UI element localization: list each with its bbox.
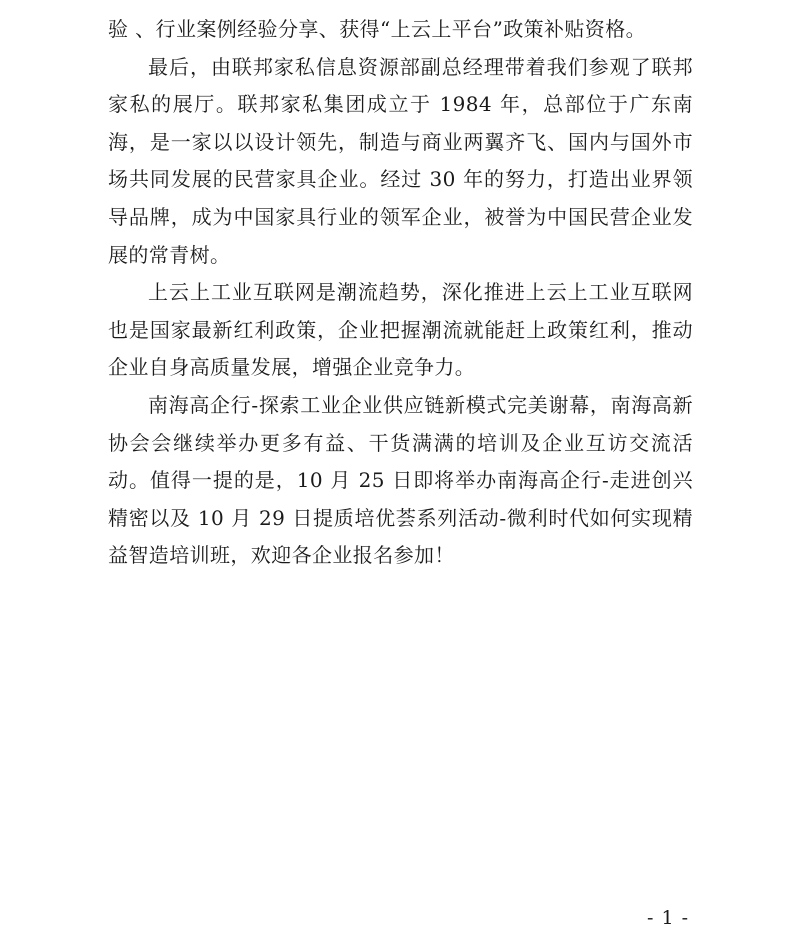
paragraph-showroom-visit: 最后，由联邦家私信息资源部副总经理带着我们参观了联邦家私的展厅。联邦家私集团成立于 1984 年，总部位于广东南海，是一家以以设计领先，制造与商业两翼齐飞、国内与国外市场共同发展的民营家具企业。经过 30 年的努力，打造出业界领导品牌，成为中国家具行业的领军企业，被誉为中国民营企业发展的常青树。 bbox=[108, 54, 693, 267]
page-number: - 1 - bbox=[646, 907, 689, 929]
paragraph-closing-announcement: 南海高企行-探索工业企业供应链新模式完美谢幕，南海高新协会会继续举办更多有益、干货满满的培训及企业互访交流活动。值得一提的是，10 月 25 日即将举办南海高企行-走进创兴精密以及 10 月 29 日提质培优荟系列活动-微利时代如何实现精益智造培训班，欢迎各企业报名参加！ bbox=[108, 392, 693, 568]
paragraph-industrial-internet: 上云上工业互联网是潮流趋势，深化推进上云上工业互联网也是国家最新红利政策，企业把握潮流就能赶上政策红利，推动企业自身高质量发展，增强企业竞争力。 bbox=[108, 280, 693, 380]
document-body bbox=[108, 11, 693, 575]
paragraph-continuation: 验 、行业案例经验分享、获得“上云上平台”政策补贴资格。 bbox=[108, 17, 647, 41]
